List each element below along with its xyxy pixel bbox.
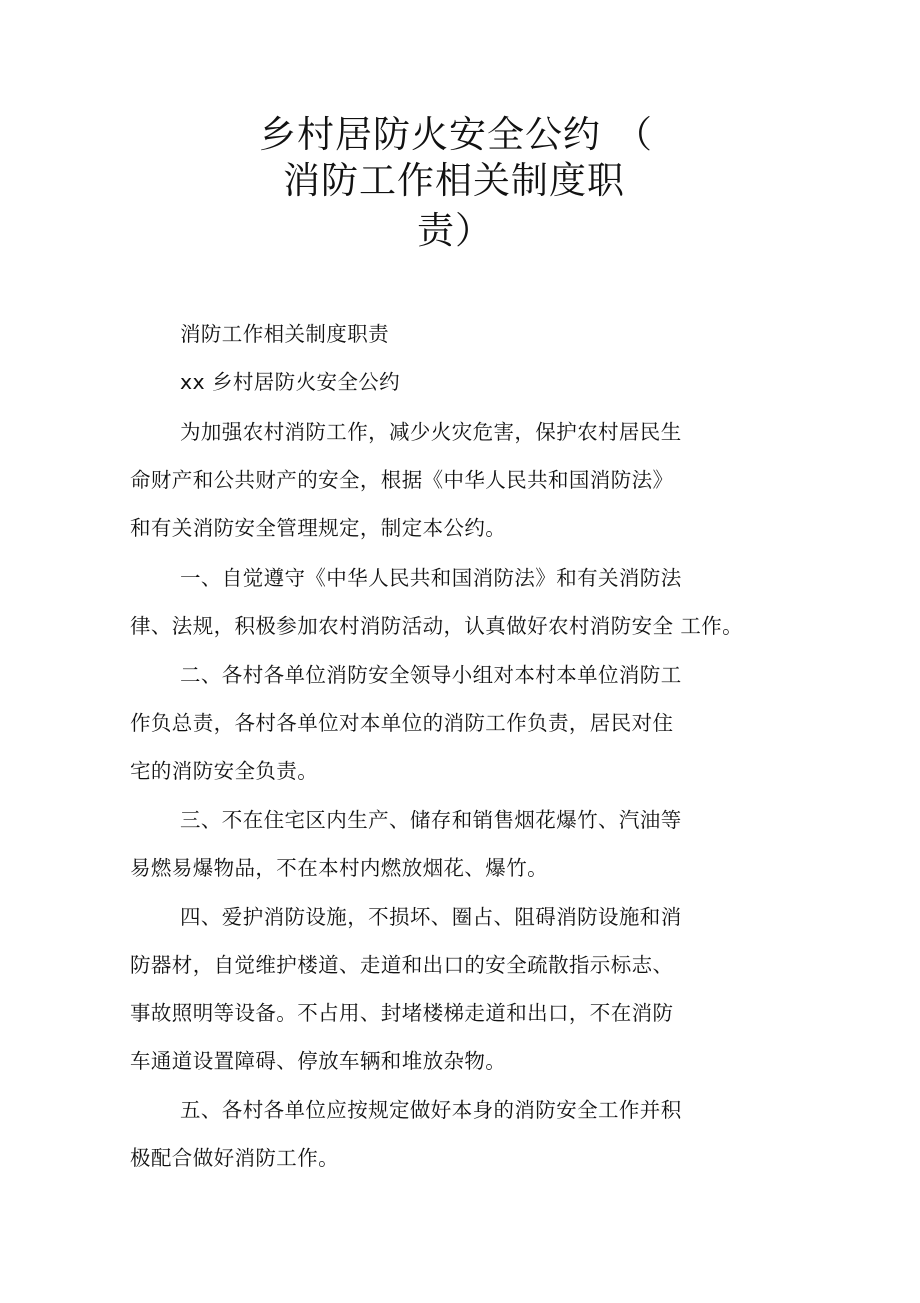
- document-title-paren-open: （: [615, 113, 653, 156]
- item-4-line-1: 四、爱护消防设施，不损坏、圈占、阻碍消防设施和消: [180, 905, 682, 929]
- item-2-line-1: 二、各村各单位消防安全领导小组对本村本单位消防工: [180, 663, 682, 687]
- intro-paragraph-line-1: 为加强农村消防工作，减少火灾危害，保护农村居民生: [180, 420, 682, 444]
- item-4-line-3: 事故照明等设备。不占用、封堵楼梯走道和出口，不在消防: [130, 1001, 674, 1025]
- item-3-line-2: 易燃易爆物品，不在本村内燃放烟花、爆竹。: [130, 856, 548, 880]
- item-2-line-3: 宅的消防安全负责。: [130, 759, 319, 783]
- item-2-line-2: 作负总责，各村各单位对本单位的消防工作负责，居民对住: [130, 711, 674, 735]
- document-title-line-3: 责）: [417, 209, 493, 252]
- item-4-line-4: 车通道设置障碍、停放车辆和堆放杂物。: [130, 1049, 507, 1073]
- document-title-line-1: 乡村居防火安全公约: [259, 113, 601, 156]
- item-5-line-1: 五、各村各单位应按规定做好本身的消防安全工作并积: [180, 1098, 682, 1122]
- intro-paragraph-line-2: 命财产和公共财产的安全，根据《中华人民共和国消防法》: [130, 468, 674, 492]
- document-title-line-2: 消防工作相关制度职: [283, 159, 625, 202]
- document-subtitle: 消防工作相关制度职责: [180, 322, 389, 346]
- item-4-line-2: 防器材，自觉维护楼道、走道和出口的安全疏散指示标志、: [130, 953, 674, 977]
- intro-paragraph-line-3: 和有关消防安全管理规定，制定本公约。: [130, 516, 507, 540]
- item-1-line-1: 一、自觉遵守《中华人民共和国消防法》和有关消防法: [180, 566, 682, 590]
- item-1-line-2: 律、法规，积极参加农村消防活动，认真做好农村消防安全 工作。: [130, 614, 744, 638]
- item-5-line-2: 极配合做好消防工作。: [130, 1146, 339, 1170]
- item-3-line-1: 三、不在住宅区内生产、储存和销售烟花爆竹、汽油等: [180, 808, 682, 832]
- document-heading: xx 乡村居防火安全公约: [180, 370, 401, 394]
